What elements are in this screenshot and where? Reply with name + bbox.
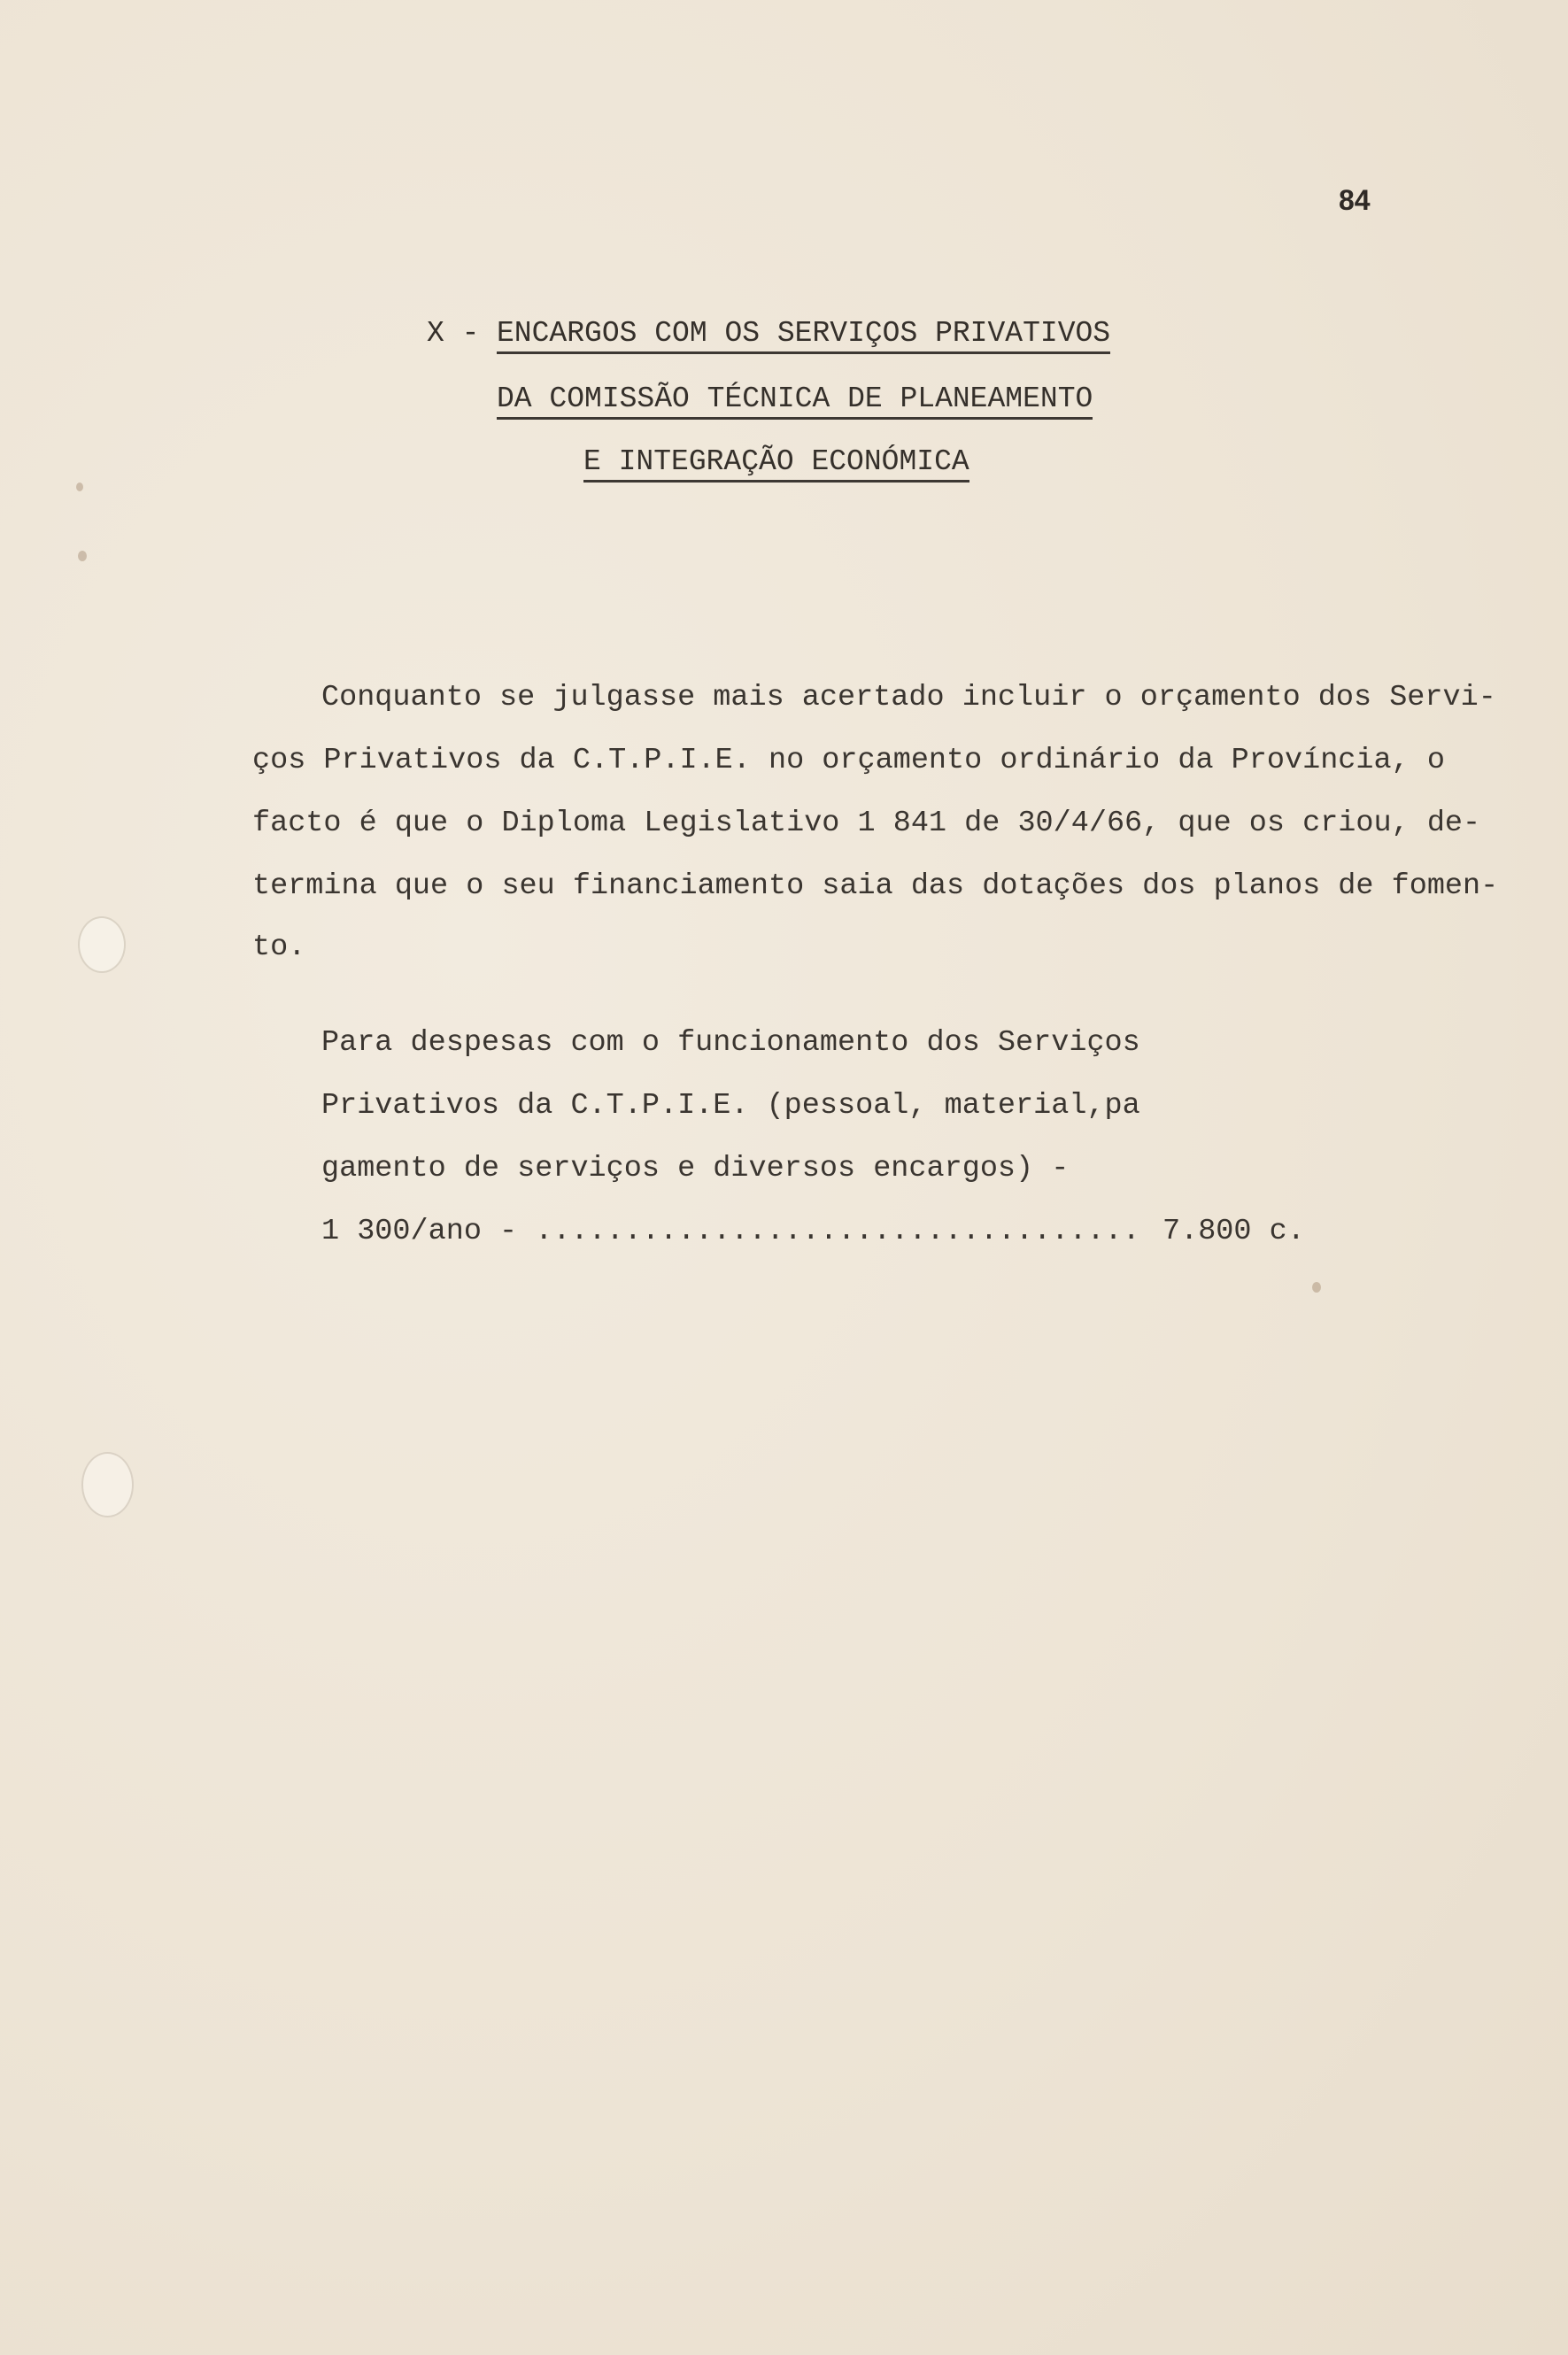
heading-prefix: X - <box>427 317 498 350</box>
page-number: 84 <box>1339 184 1371 216</box>
paragraph-line: Privativos da C.T.P.I.E. (pessoal, material,pa <box>321 1089 1140 1123</box>
paragraph-line: gamento de serviços e diversos encargos) - <box>321 1152 1070 1185</box>
punch-hole <box>78 916 126 973</box>
paper-spot <box>76 483 83 491</box>
budget-line-amount: 7.800 c. <box>1162 1215 1305 1248</box>
budget-line-label: 1 300/ano - .................................. <box>321 1215 1140 1248</box>
paragraph-line: Para despesas com o funcionamento dos Serviços <box>321 1026 1140 1060</box>
heading-line-2: DA COMISSÃO TÉCNICA DE PLANEAMENTO <box>497 384 1093 420</box>
paragraph-line: ços Privativos da C.T.P.I.E. no orçamento ordinário da Província, o <box>252 744 1445 777</box>
punch-hole <box>81 1452 134 1517</box>
paragraph-line: Conquanto se julgasse mais acertado incluir o orçamento dos Servi- <box>321 681 1496 714</box>
paragraph-line: to. <box>252 930 306 964</box>
paragraph-line: termina que o seu financiamento saia das dotações dos planos de fomen- <box>252 869 1499 903</box>
paper-spot <box>78 551 87 561</box>
paper-spot <box>1312 1282 1321 1293</box>
paragraph-line: facto é que o Diploma Legislativo 1 841 de 30/4/66, que os criou, de- <box>252 807 1481 840</box>
heading-line-3: E INTEGRAÇÃO ECONÓMICA <box>583 447 969 483</box>
heading-line-1: ENCARGOS COM OS SERVIÇOS PRIVATIVOS <box>497 319 1110 354</box>
